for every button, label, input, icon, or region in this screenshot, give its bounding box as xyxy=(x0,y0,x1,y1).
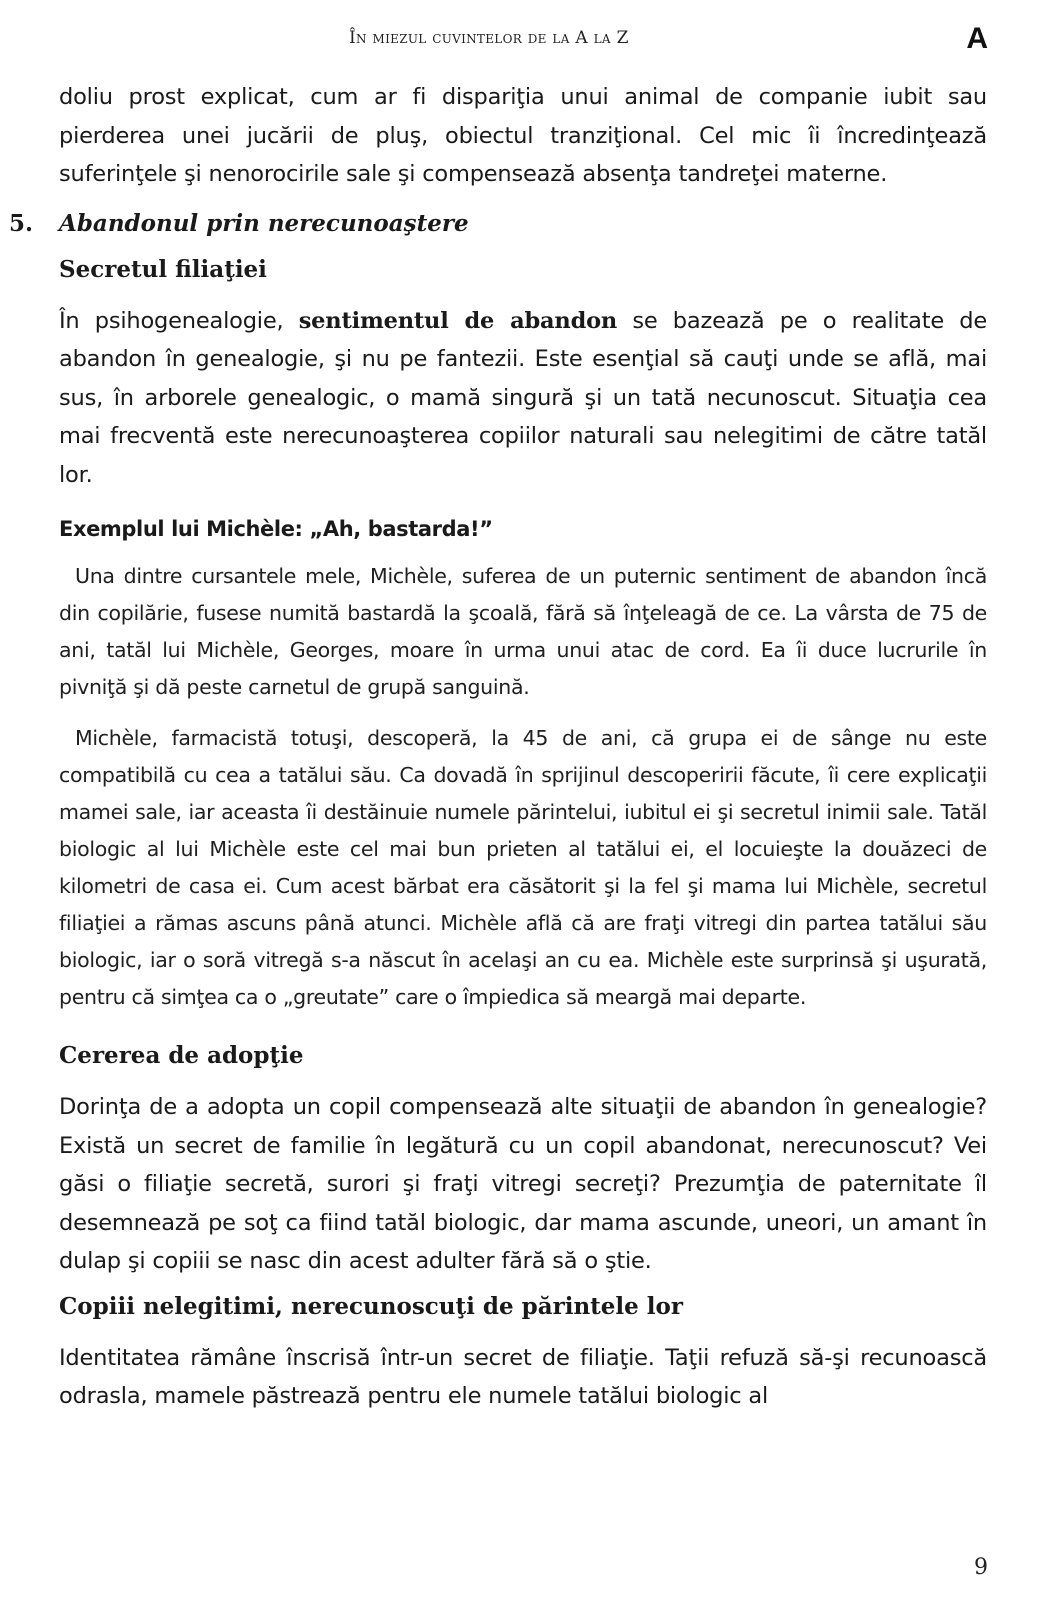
example-paragraph-1: Una dintre cursantele mele, Michèle, suferea de un puternic sentiment de abandon încă din copilărie, fusese numită bastardă la şcoală, fără să înţeleagă de ce. La vârsta de 75 de ani, tatăl lui Michèle, Georges, moare în urma unui atac de cord. Ea îi duce lucrurile în pivniţă şi dă peste carnetul de grupă sanguină. xyxy=(59,564,987,699)
secretul-heading: Secretul filiaţiei xyxy=(59,255,267,283)
page-content xyxy=(9,78,987,1416)
nelegitimi-paragraph: Identitatea rămâne înscrisă într-un secret de filiaţie. Taţii refuză să-şi recunoască odrasla, mamele păstrează pentru ele numele tatălui biologic al xyxy=(59,1344,987,1409)
secretul-bold-term: sentimentul de abandon xyxy=(298,307,618,334)
page-number: 9 xyxy=(974,1555,988,1580)
secretul-text-after: se bazează pe o realitate de abandon în genealogie, şi nu pe fantezii. Este esenţial să cauţi unde se află, mai sus, în arborele genealogic, o mamă singură şi un tată necunoscut. Situaţia cea mai frecventă este nerecunoaşterea copiilor naturali sau nelegitimi de către tatăl lor. xyxy=(59,307,987,488)
secretul-paragraph xyxy=(59,302,987,495)
section-title: Abandonul prin nerecunoaştere xyxy=(59,209,469,237)
section-letter: A xyxy=(966,22,988,55)
adoptie-paragraph: Dorinţa de a adopta un copil compensează alte situaţii de abandon în genealogie? Există un secret de familie în legătură cu un copil abandonat, nerecunoscut? Vei găsi o filiaţie secretă, surori şi fraţi vitregi secreţi? Prezumţia de paternitate îl desemnează pe soţ ca fiind tatăl biologic, dar mama ascunde, uneori, un amant în dulap şi copiii se nasc din acest adulter fără să o ştie. xyxy=(59,1094,987,1274)
adoptie-heading: Cererea de adopţie xyxy=(59,1042,304,1069)
section-number: 5. xyxy=(9,209,34,237)
example-heading: Exemplul lui Michèle: „Ah, bastarda!” xyxy=(59,517,493,541)
example-paragraph-2: Michèle, farmacistă totuşi, descoperă, la 45 de ani, că grupa ei de sânge nu este compatibilă cu cea a tatălui său. Ca dovadă în sprijinul descoperirii făcute, îi cere explicaţii mamei sale, iar aceasta îi destăinuie numele părintelui, iubitul ei şi secretul inimii sale. Tatăl biologic al lui Michèle este cel mai bun prieten al tatălui ei, el locuieşte la douăzeci de kilometri de casa ei. Cum acest bărbat era căsătorit şi la fel şi mama lui Michèle, secretul filiaţiei a rămas ascuns până atunci. Michèle află că are fraţi vitregi din partea tatălui său biologic, iar o soră vitregă s-a născut în acelaşi an cu ea. Michèle este surprinsă şi uşurată, pentru că simţea ca o „greutate” care o împiedica să meargă mai departe. xyxy=(59,726,987,1009)
secretul-text-before: În psihogenealogie, xyxy=(59,307,299,334)
nelegitimi-heading: Copiii nelegitimi, nerecunoscuţi de părintele lor xyxy=(59,1292,683,1320)
page-header xyxy=(0,22,1046,56)
running-title: În miezul cuvintelor de la A la Z xyxy=(349,28,629,48)
section-5-heading xyxy=(9,204,987,244)
intro-paragraph: doliu prost explicat, cum ar fi dispariţia unui animal de companie iubit sau pierderea unei jucării de pluş, obiectul tranziţional. Cel mic îi încredinţează suferinţele şi nenorocirile sale şi compensează absenţa tandreţei materne. xyxy=(59,84,987,187)
